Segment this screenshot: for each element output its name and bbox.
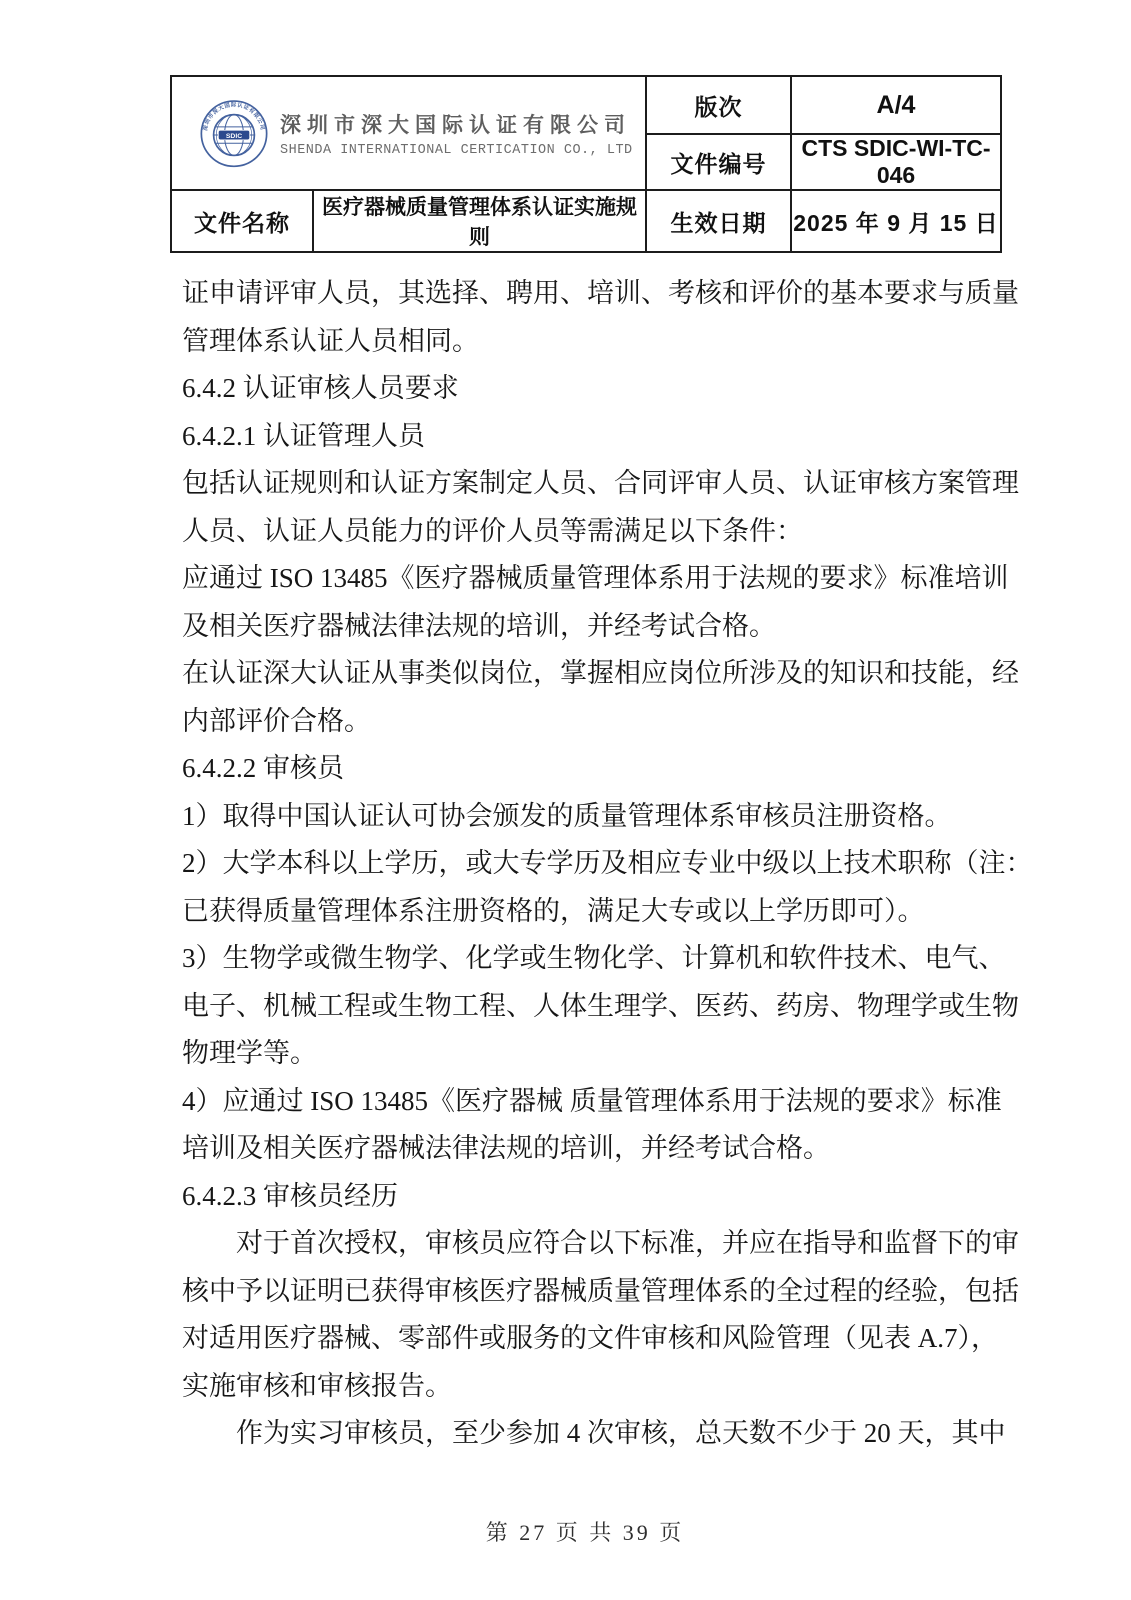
effective-date-label: 生效日期 (646, 190, 791, 252)
version-value: A/4 (791, 76, 1001, 134)
text-line: 应通过 ISO 13485《医疗器械质量管理体系用于法规的要求》标准培训 (182, 563, 1009, 593)
text-line: 1）取得中国认证认可协会颁发的质量管理体系审核员注册资格。 (182, 800, 952, 831)
text-line: 实施审核和审核报告。 (182, 1370, 452, 1401)
doc-name-value: 医疗器械质量管理体系认证实施规则 (313, 190, 646, 252)
text-line-heading: 6.4.2.3 审核员经历 (182, 1180, 398, 1211)
text-line: 培训及相关医疗器械法律法规的培训，并经考试合格。 (182, 1133, 830, 1163)
text-line-heading: 6.4.2.2 审核员 (182, 753, 344, 783)
text-line: 及相关医疗器械法律法规的培训，并经考试合格。 (182, 610, 776, 641)
company-identity (172, 95, 645, 171)
text-line: 电子、机械工程或生物工程、人体生理学、医药、药房、物理学或生物 (182, 990, 1019, 1021)
company-name-block (280, 109, 633, 158)
text-line: 管理体系认证人员相同。 (182, 325, 479, 356)
text-line: 核中予以证明已获得审核医疗器械质量管理体系的全过程的经验，包括 (182, 1275, 1019, 1306)
text-line: 3）生物学或微生物学、化学或生物化学、计算机和软件技术、电气、 (182, 943, 1006, 973)
effective-date-value: 2025 年 9 月 15 日 (791, 190, 1001, 252)
doc-number-value: CTS SDIC-WI-TC-046 (791, 134, 1001, 190)
page-footer (170, 1516, 1000, 1547)
text-line: 作为实习审核员，至少参加 4 次审核，总天数不少于 20 天，其中 (182, 1418, 1006, 1448)
text-line-heading: 6.4.2 认证审核人员要求 (182, 373, 459, 403)
text-line-heading: 6.4.2.1 认证管理人员 (182, 420, 425, 451)
text-line: 人员、认证人员能力的评价人员等需满足以下条件： (182, 515, 803, 546)
text-line: 包括认证规则和认证方案制定人员、合同评审人员、认证审核方案管理 (182, 468, 1019, 498)
doc-name-label: 文件名称 (171, 190, 313, 252)
document-header-table (170, 75, 1002, 253)
text-line: 已获得质量管理体系注册资格的，满足大专或以上学历即可）。 (182, 895, 925, 926)
text-line: 在认证深大认证从事类似岗位，掌握相应岗位所涉及的知识和技能，经 (182, 658, 1019, 688)
text-line: 内部评价合格。 (182, 705, 371, 736)
doc-number-label: 文件编号 (646, 134, 791, 190)
text-line: 2）大学本科以上学历，或大专学历及相应专业中级以上技术职称（注： (182, 848, 1033, 878)
text-line: 证申请评审人员，其选择、聘用、培训、考核和评价的基本要求与质量 (182, 278, 1019, 308)
company-name-en: SHENDA INTERNATIONAL CERTICATION CO., LTD (280, 142, 633, 158)
document-body (182, 270, 1033, 1458)
company-logo-cell (171, 76, 646, 190)
svg-text:深圳市深大国际认证有限公司: 深圳市深大国际认证有限公司 (202, 102, 266, 132)
version-label: 版次 (646, 76, 791, 134)
text-line: 对适用医疗器械、零部件或服务的文件审核和风险管理（见表 A.7）， (182, 1323, 998, 1353)
company-name-cn: 深圳市深大国际认证有限公司 (280, 112, 631, 137)
text-line: 4）应通过 ISO 13485《医疗器械 质量管理体系用于法规的要求》标准 (182, 1085, 1002, 1116)
page-number-text: 第 27 页 共 39 页 (485, 1520, 685, 1545)
text-line: 对于首次授权，审核员应符合以下标准，并应在指导和监督下的审 (182, 1228, 1019, 1258)
svg-text:SDIC: SDIC (225, 132, 243, 140)
text-line: 物理学等。 (182, 1038, 317, 1068)
company-logo-globe-icon (200, 95, 268, 171)
